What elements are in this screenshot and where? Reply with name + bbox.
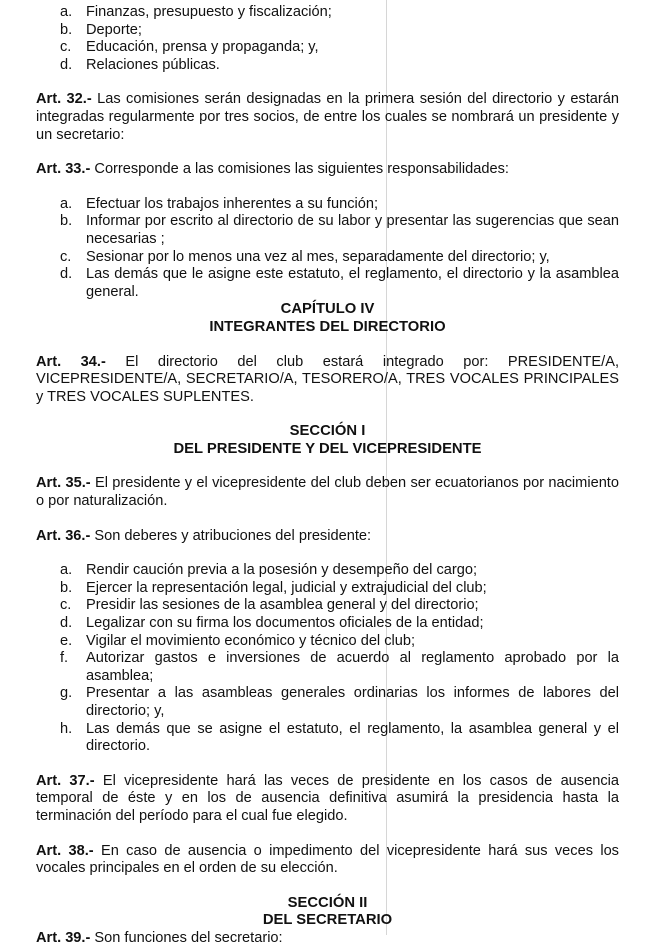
article-text: Son funciones del secretario: xyxy=(90,929,283,946)
list-item: c. Educación, prensa y propaganda; y, xyxy=(60,39,319,56)
section-title: DEL PRESIDENTE Y DEL VICEPRESIDENTE xyxy=(173,440,482,457)
article-38 xyxy=(36,843,619,878)
commissions-list xyxy=(36,4,619,74)
article-label: Art. 37.- xyxy=(36,772,95,789)
chapter-heading: CAPÍTULO IV xyxy=(280,301,375,318)
list-item: b. Deporte; xyxy=(60,21,142,38)
article-33 xyxy=(36,161,619,179)
responsibilities-list xyxy=(36,196,619,302)
list-item: h. Las demás que se asigne el estatuto, el reglamento, la asamblea general y el directorio. xyxy=(60,720,619,755)
list-item: a. Efectuar los trabajos inherentes a su función; xyxy=(60,195,379,212)
section-title: DEL SECRETARIO xyxy=(262,912,393,929)
list-item: b. Ejercer la representación legal, judicial y extrajudicial del club; xyxy=(60,579,487,596)
article-32 xyxy=(36,91,619,144)
article-text: En caso de ausencia o impedimento del vicepresidente hará sus veces los vocales principales en el orden de su elección. xyxy=(36,842,619,877)
article-text: El directorio del club estará integrado por: PRESIDENTE/A, VICEPRESIDENTE/A, SECRETARIO/A, TESORERO/A, TRES VOCALES PRINCIPALES y TRES VOCALES SUPLENTES. xyxy=(36,353,620,405)
document-page xyxy=(36,4,619,948)
article-36 xyxy=(36,528,619,546)
article-text: Son deberes y atribuciones del presidente: xyxy=(90,527,372,544)
list-item: d. Relaciones públicas. xyxy=(60,56,220,73)
article-label: Art. 36.- xyxy=(36,527,91,544)
list-item: f. Autorizar gastos e inversiones de acuerdo al reglamento aprobado por la asamblea; xyxy=(60,650,619,684)
article-label: Art. 35.- xyxy=(36,475,91,492)
article-39 xyxy=(36,930,619,948)
list-item: d. Las demás que le asigne este estatuto, el reglamento, el directorio y la asamblea general. xyxy=(60,266,619,300)
article-label: Art. 32.- xyxy=(36,91,92,108)
article-text: El vicepresidente hará las veces de presidente en los casos de ausencia temporal de éste y en los de ausencia definitiva asumirá la presidencia hasta la terminación del período para el cual fue elegido. xyxy=(36,772,619,824)
article-label: Art. 34.- xyxy=(36,353,106,370)
list-item: a. Rendir caución previa a la posesión y desempeño del cargo; xyxy=(60,562,478,579)
list-item: g. Presentar a las asambleas generales ordinarias los informes de labores del directorio; y, xyxy=(60,685,619,719)
article-37 xyxy=(36,773,619,826)
article-label: Art. 33.- xyxy=(36,161,91,178)
section-heading: SECCIÓN I xyxy=(289,423,366,440)
list-item: c. Presidir las sesiones de la asamblea general y del directorio; xyxy=(60,597,479,614)
article-label: Art. 39.- xyxy=(36,929,91,946)
article-label: Art. 38.- xyxy=(36,842,94,859)
chapter-title: INTEGRANTES DEL DIRECTORIO xyxy=(209,318,446,335)
article-34 xyxy=(36,354,619,407)
list-item: b. Informar por escrito al directorio de su labor y presentar las sugerencias que sean necesarias ; xyxy=(60,213,619,247)
article-text: Las comisiones serán designadas en la primera sesión del directorio y estarán integradas regularmente por tres socios, de entre los cuales se nombrará un presidente y un secretario: xyxy=(36,91,619,143)
list-item: a. Finanzas, presupuesto y fiscalización; xyxy=(60,4,332,20)
president-duties-list xyxy=(36,562,619,756)
article-text: Corresponde a las comisiones las siguientes responsabilidades: xyxy=(90,161,509,178)
section-heading: SECCIÓN II xyxy=(287,894,368,911)
article-text: El presidente y el vicepresidente del club deben ser ecuatorianos por nacimiento o por naturalización. xyxy=(36,475,619,510)
list-item: c. Sesionar por lo menos una vez al mes, separadamente del directorio; y, xyxy=(60,248,550,265)
list-item: e. Vigilar el movimiento económico y técnico del club; xyxy=(60,632,416,649)
article-35 xyxy=(36,475,619,510)
list-item: d. Legalizar con su firma los documentos oficiales de la entidad; xyxy=(60,615,484,632)
